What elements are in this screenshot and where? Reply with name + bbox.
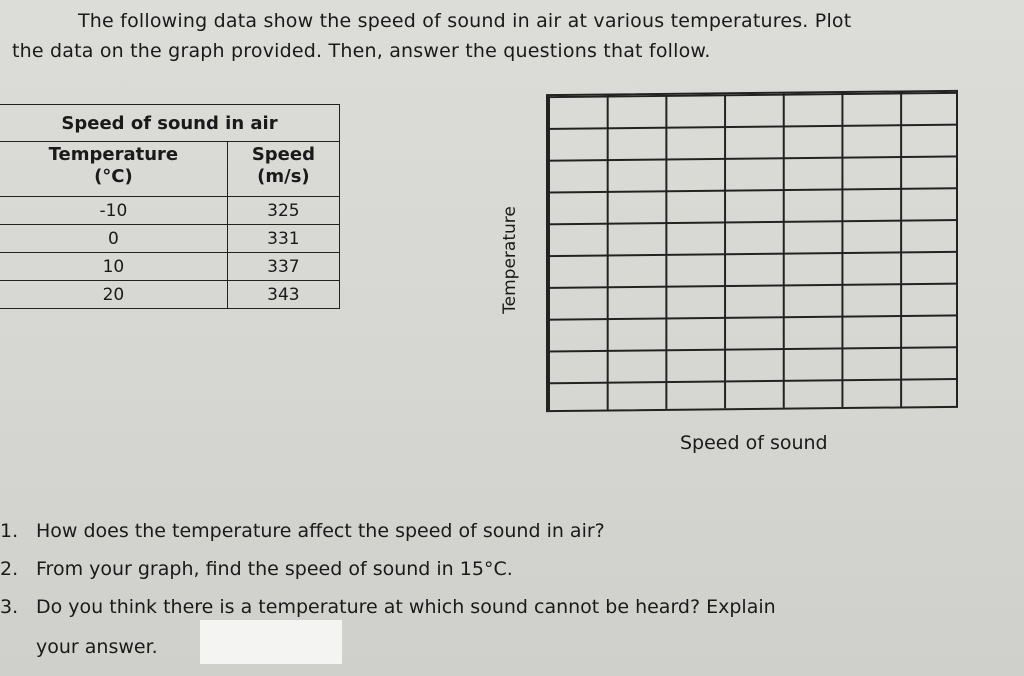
instructions-line-1: The following data show the speed of sound in air at various temperatures. Plot: [78, 10, 852, 32]
speed-header-label: Speed: [251, 144, 315, 165]
question-text: From your graph, find the speed of sound in 15°C.: [36, 558, 513, 580]
graph-x-axis-label: Speed of sound: [680, 432, 828, 454]
question-number: 3.: [0, 596, 19, 618]
temperature-cell: 0: [0, 225, 227, 253]
question-3: [0, 596, 776, 618]
temperature-header: [0, 142, 227, 197]
temperature-cell: -10: [0, 197, 227, 225]
temperature-header-unit: (°C): [94, 166, 133, 187]
question-2: [0, 558, 513, 580]
speed-cell: 337: [227, 253, 339, 281]
instructions-line-2: the data on the graph provided. Then, answer the questions that follow.: [12, 40, 711, 62]
question-3-continued: your answer.: [36, 636, 158, 658]
table-row: [0, 197, 340, 225]
temperature-cell: 20: [0, 281, 227, 309]
speed-of-sound-table: [0, 104, 340, 309]
question-number: 1.: [0, 520, 19, 542]
blank-graph-grid: [546, 90, 958, 412]
speed-header: [227, 142, 339, 197]
speed-header-unit: (m/s): [257, 166, 310, 187]
graph-y-axis-label: Temperature: [500, 206, 520, 314]
question-text: Do you think there is a temperature at which sound cannot be heard? Explain: [36, 596, 776, 618]
question-number: 2.: [0, 558, 19, 580]
instructions: [12, 6, 1012, 66]
temperature-header-label: Temperature: [48, 144, 179, 165]
table-title: Speed of sound in air: [0, 105, 340, 142]
table-row: [0, 253, 340, 281]
question-1: [0, 520, 605, 542]
speed-cell: 331: [227, 225, 339, 253]
table-row: [0, 281, 340, 309]
redaction-patch: [200, 620, 342, 664]
speed-cell: 325: [227, 197, 339, 225]
table-row: [0, 225, 340, 253]
speed-cell: 343: [227, 281, 339, 309]
question-text: How does the temperature affect the speed of sound in air?: [36, 520, 605, 542]
temperature-cell: 10: [0, 253, 227, 281]
